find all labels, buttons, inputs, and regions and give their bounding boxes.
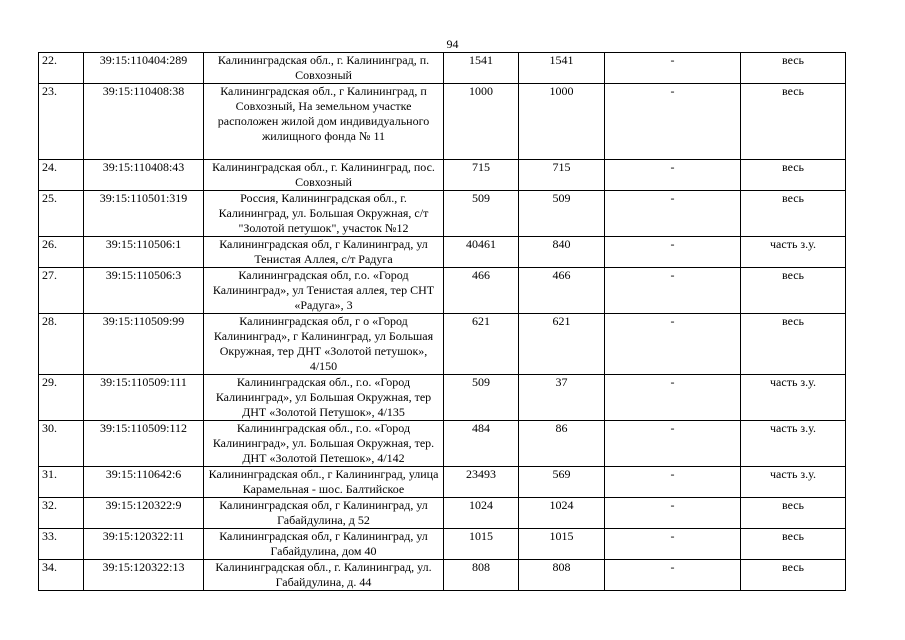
dash-cell: - [605,53,741,84]
row-number: 31. [39,467,84,498]
address: Калининградская обл., г. Калининград, ул. Габайдулина, д. 44 [204,560,444,591]
cadastral-number: 39:15:110642:6 [84,467,204,498]
dash-cell: - [605,84,741,160]
row-number: 30. [39,421,84,467]
row-number: 28. [39,314,84,375]
row-number: 22. [39,53,84,84]
address: Калининградская обл., г.о. «Город Калининград», ул. Большая Окружная, тер. ДНТ «Золотой Петешок», 4/142 [204,421,444,467]
table-row [39,529,846,560]
table-row [39,160,846,191]
cadastral-number: 39:15:120322:9 [84,498,204,529]
area-used: 86 [519,421,605,467]
part-cell: весь [741,268,846,314]
cadastral-number: 39:15:110404:289 [84,53,204,84]
dash-cell: - [605,375,741,421]
part-cell: весь [741,53,846,84]
table-row [39,53,846,84]
part-cell: часть з.у. [741,467,846,498]
area-total: 808 [444,560,519,591]
page-number: 94 [446,37,459,51]
area-used: 466 [519,268,605,314]
dash-cell: - [605,237,741,268]
area-total: 509 [444,191,519,237]
area-total: 484 [444,421,519,467]
row-number: 29. [39,375,84,421]
area-total: 1024 [444,498,519,529]
part-cell: весь [741,314,846,375]
table-row [39,375,846,421]
table-body [39,53,846,591]
part-cell: весь [741,498,846,529]
part-cell: весь [741,160,846,191]
dash-cell: - [605,191,741,237]
dash-cell: - [605,268,741,314]
address: Калининградская обл, г о «Город Калининград», г Калининград, ул Большая Окружная, тер ДНТ «Золотой петушок», 4/150 [204,314,444,375]
row-number: 23. [39,84,84,160]
table-row [39,467,846,498]
part-cell: часть з.у. [741,421,846,467]
part-cell: часть з.у. [741,375,846,421]
area-total: 715 [444,160,519,191]
row-number: 24. [39,160,84,191]
dash-cell: - [605,560,741,591]
address: Калининградская обл, г Калининград, ул Габайдулина, д 52 [204,498,444,529]
address: Калининградская обл, г Калининград, ул Габайдулина, дом 40 [204,529,444,560]
table-row [39,191,846,237]
area-used: 808 [519,560,605,591]
area-used: 569 [519,467,605,498]
area-total: 466 [444,268,519,314]
address: Калининградская обл., г Калининград, п Совхозный, На земельном участке расположен жилой дом индивидуального жилищного фонда № 11 [204,84,444,160]
area-total: 621 [444,314,519,375]
area-total: 1015 [444,529,519,560]
area-used: 715 [519,160,605,191]
dash-cell: - [605,160,741,191]
part-cell: весь [741,84,846,160]
dash-cell: - [605,421,741,467]
part-cell: часть з.у. [741,237,846,268]
table-row [39,560,846,591]
table-row [39,268,846,314]
cadastral-number: 39:15:110509:111 [84,375,204,421]
row-number: 26. [39,237,84,268]
row-number: 32. [39,498,84,529]
area-total: 509 [444,375,519,421]
area-used: 1015 [519,529,605,560]
table-row [39,314,846,375]
dash-cell: - [605,498,741,529]
area-total: 23493 [444,467,519,498]
cadastral-number: 39:15:110506:3 [84,268,204,314]
area-used: 621 [519,314,605,375]
row-number: 25. [39,191,84,237]
cadastral-number: 39:15:120322:11 [84,529,204,560]
table-row [39,421,846,467]
address: Калининградская обл., г. Калининград, п. Совхозный [204,53,444,84]
address: Россия, Калининградская обл., г. Калининград, ул. Большая Окружная, с/т "Золотой петушок", участок №12 [204,191,444,237]
table-row [39,498,846,529]
dash-cell: - [605,529,741,560]
row-number: 33. [39,529,84,560]
area-used: 840 [519,237,605,268]
address: Калининградская обл., г. Калининград, пос. Совхозный [204,160,444,191]
cadastral-number: 39:15:110408:38 [84,84,204,160]
dash-cell: - [605,314,741,375]
address: Калининградская обл, г.о. «Город Калининград», ул Тенистая аллея, тер СНТ «Радуга», 3 [204,268,444,314]
cadastral-number: 39:15:120322:13 [84,560,204,591]
area-total: 40461 [444,237,519,268]
part-cell: весь [741,191,846,237]
cadastral-number: 39:15:110408:43 [84,160,204,191]
table-row [39,237,846,268]
part-cell: весь [741,560,846,591]
land-plots-table [38,52,846,591]
area-used: 509 [519,191,605,237]
table-row [39,84,846,160]
address: Калининградская обл., г Калининград, улица Карамельная - шос. Балтийское [204,467,444,498]
address: Калининградская обл, г Калининград, ул Тенистая Аллея, с/т Радуга [204,237,444,268]
row-number: 27. [39,268,84,314]
area-total: 1000 [444,84,519,160]
cadastral-number: 39:15:110509:112 [84,421,204,467]
cadastral-number: 39:15:110509:99 [84,314,204,375]
area-used: 1541 [519,53,605,84]
cadastral-number: 39:15:110501:319 [84,191,204,237]
address: Калининградская обл., г.о. «Город Калининград», ул Большая Окружная, тер ДНТ «Золотой Петушок», 4/135 [204,375,444,421]
area-used: 1000 [519,84,605,160]
row-number: 34. [39,560,84,591]
area-total: 1541 [444,53,519,84]
cadastral-number: 39:15:110506:1 [84,237,204,268]
part-cell: весь [741,529,846,560]
dash-cell: - [605,467,741,498]
area-used: 1024 [519,498,605,529]
area-used: 37 [519,375,605,421]
